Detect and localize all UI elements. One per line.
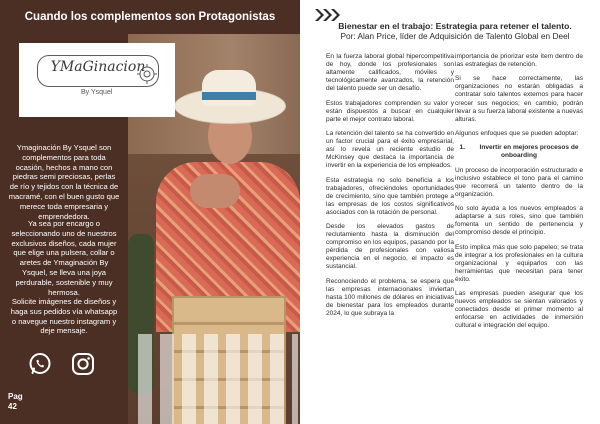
article-paragraph: Si se hace correctamente, las organizaciones no estarán obligadas a contratar solo talentos externos para hacer crecer sus negocios; en cambio, podrán llevar a su fuerza laboral existente a nuevas alturas.: [455, 75, 583, 123]
article-paragraph: La retención del talento se ha convertido en un factor crucial para el éxito empresarial, así lo revela un reciente estudio de McKinsey que destaca la importancia de invertir en la experiencia de los empleados.: [326, 129, 454, 170]
brand-logo: [19, 43, 175, 117]
article-paragraph: importancia de priorizar este ítem dentro de las estrategias de retención.: [455, 53, 583, 69]
article-author: Por: Alan Price, líder de Adquisición de Talento Global en Deel: [340, 31, 570, 41]
logo-wordmark: YMaGinacion: [50, 59, 146, 75]
ad-paragraph-1: Ymaginación By Ysquel son complementos para toda ocasión, hechos a mano con piedras semi preciosas, perlas de río y tejidos con la técnica de macramé, con el buen gusto que merece toda empresaria y emprendedora.: [8, 143, 120, 221]
ad-header: Cuando los complementos son Protagonistas: [24, 11, 276, 23]
whatsapp-icon[interactable]: [28, 352, 52, 376]
article-paragraph: Esto implica más que solo papeleo; se trata de integrar a los profesionales en la cultura organizacional y equiparlos con las herramientas que necesitan para tener éxito.: [455, 243, 583, 283]
ad-paragraph-3: Solicite imágenes de diseños y haga sus pedidos vía whatsapp o navegue nuestro instagram y deje mensaje.: [10, 297, 118, 336]
article-column-1: [326, 53, 454, 324]
double-chevron-icon: [314, 8, 342, 22]
article-paragraph: Reconociendo el problema, se espera que las empresas internacionales inviertan hasta 100 millones de dólares en iniciativas de bienestar para los empleados durante 2024, lo que subraya la: [326, 277, 454, 317]
section-heading: [455, 144, 583, 160]
page-number: [8, 392, 23, 412]
article-paragraph: Algunos enfoques que se pueden adoptar:: [455, 129, 579, 137]
photo-heart-hands: [190, 174, 240, 208]
logo-byline: By Ysquel: [81, 89, 113, 96]
article-paragraph: Un proceso de incorporación estructurado e inclusivo establece el tono para el camino que recorrerá un talento dentro de la organización.: [455, 166, 583, 198]
article-paragraph: En la fuerza laboral global hipercompetitiva de hoy, donde los profesionales son altamente calificados, móviles y tecnológicamente avanzados, la retención del talento puede ser un desafío.: [326, 53, 454, 93]
flower-icon: [136, 63, 158, 85]
article-paragraph: Desde los elevados gastos de reclutamiento hasta la disminución del compromiso en los equipos, pasando por la pérdida de profesionales con valiosa experiencia en el negocio, el impacto es sustancial.: [326, 223, 454, 271]
ad-paragraph-2: Ya sea por encargo o seleccionando uno de nuestros exclusivos diseños, cada mujer que elige una pulsera, collar o aretes de Ymaginación By Ysquel, se lleva una joya perdurable, sostenible y muy hermosa.: [11, 219, 117, 297]
photo-jewelry-tags: [138, 334, 298, 424]
page-number-value: 42: [8, 402, 17, 411]
article-title: Bienestar en el trabajo: Estrategia para retener el talento.: [338, 21, 572, 31]
article-paragraph: Esta estrategia no solo beneficia a los trabajadores, ofreciéndoles oportunidades de crecimiento, sino que también protege a las empresas de los costos significativos asociados con la rotación de personal.: [326, 176, 454, 216]
photo-hat-band: [202, 92, 256, 100]
page-label: Pag: [8, 392, 23, 401]
article-paragraph: Las empresas pueden asegurar que los nuevos empleados se sientan valorados y conectados desde el primer momento al enfocarse en actividades de inmersión cultural e integración del equipo.: [455, 290, 583, 330]
photo-hat-crown: [202, 70, 256, 106]
section-heading-text: Invertir en mejores procesos de onboarding: [479, 144, 579, 160]
article-paragraph: No solo ayuda a los nuevos empleados a adaptarse a sus roles, sino que también fomenta un sentido de pertenencia y compromiso desde el principio.: [455, 205, 583, 237]
section-number: 1.: [459, 144, 465, 152]
instagram-icon[interactable]: [71, 352, 95, 376]
article-paragraph: Estos trabajadores comprenden su valor y están dispuestos a buscar en cualquier parte el mejor contrato laboral.: [326, 99, 454, 123]
article-column-2: [455, 53, 583, 337]
